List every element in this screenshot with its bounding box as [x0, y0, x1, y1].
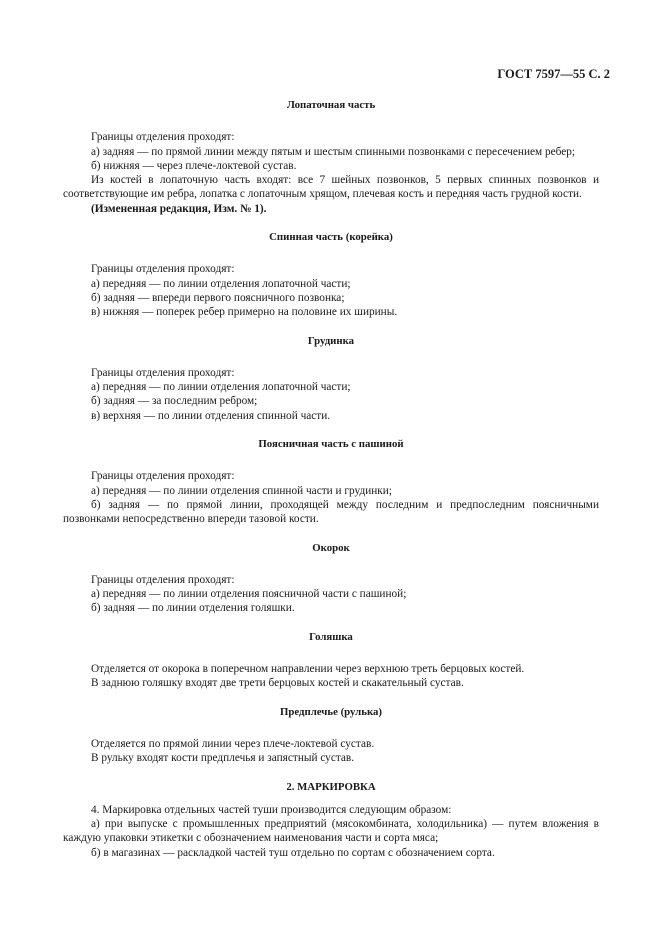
- section-heading: Поясничная часть с пашиной: [258, 438, 404, 451]
- paragraph: Из костей в лопаточную часть входят: все 7 шейных позвонков, 5 первых спинных позвонков и соответствующие им ребра, лопатка с лопаточным хрящом, плечевая кость и передняя часть грудной кости.: [63, 174, 599, 201]
- paragraph: б) задняя — по линии отделения голяшки.: [91, 602, 295, 615]
- section-lopatochnaya: [63, 98, 599, 216]
- paragraph: б) задняя — впереди первого поясничного позвонка;: [91, 291, 345, 304]
- paragraph: б) нижняя — через плече-локтевой сустав.: [91, 159, 297, 172]
- section-heading: Предплечье (рулька): [279, 705, 382, 718]
- section-golyashka: [63, 630, 599, 691]
- section-heading: Лопаточная часть: [286, 99, 376, 111]
- section-spinnaya: [63, 230, 599, 319]
- paragraph: Отделяется от окорока в поперечном направлении через верхнюю треть берцовых костей.: [91, 663, 525, 676]
- page-header: ГОСТ 7597—55 С. 2: [497, 67, 610, 81]
- paragraph: Границы отделения проходят:: [91, 470, 235, 483]
- paragraph: в) нижняя — поперек ребер примерно на половине их ширины.: [91, 306, 398, 319]
- paragraph: а) при выпуске с промышленных предприятий (мясокомбината, холодильника) — путем вложения в каждую упаковки этикетки с обозначением наименования части и сорта мяса;: [63, 818, 599, 845]
- paragraph: а) передняя — по линии отделения спинной части и грудинки;: [91, 484, 392, 497]
- paragraph: б) в магазинах — раскладкой частей туш отдельно по сортам с обозначением сорта.: [91, 846, 495, 859]
- section-markirovka: [63, 780, 599, 860]
- paragraph: а) передняя — по линии отделения поясничной части с пашиной;: [91, 588, 407, 601]
- paragraph: а) передняя — по линии отделения лопаточной части;: [91, 277, 351, 290]
- section-poyasnichnaya: [63, 437, 599, 526]
- paragraph: Отделяется по прямой линии через плече-локтевой сустав.: [91, 737, 375, 750]
- paragraph: б) задняя — по прямой линии, проходящей между последним и предпоследним поясничными позвонками непосредственно впереди тазовой кости.: [63, 498, 599, 526]
- paragraph: 4. Маркировка отдельных частей туши производится следующим образом:: [91, 803, 452, 816]
- section-grudinka: [63, 334, 599, 423]
- paragraph: в) верхняя — по линии отделения спинной части.: [91, 409, 331, 422]
- amendment-note: (Измененная редакция, Изм. № 1).: [91, 202, 267, 215]
- paragraph: В заднюю голяшку входят две трети берцовых костей и скакательный сустав.: [91, 677, 464, 690]
- section-heading: Спинная часть (корейка): [269, 231, 393, 244]
- section-okorok: [63, 541, 599, 616]
- paragraph: Границы отделения проходят:: [91, 366, 235, 379]
- section-heading: Окорок: [312, 541, 350, 554]
- paragraph: Границы отделения проходят:: [91, 131, 235, 144]
- paragraph: Границы отделения проходят:: [91, 573, 235, 586]
- section-heading: Грудинка: [307, 334, 355, 347]
- paragraph: а) передняя — по линии отделения лопаточной части;: [91, 381, 351, 394]
- paragraph: Границы отделения проходят:: [91, 263, 235, 276]
- section-predplechye: [63, 705, 599, 766]
- document-body: [63, 98, 599, 860]
- section-heading: 2. МАРКИРОВКА: [286, 780, 376, 793]
- section-heading: Голяшка: [309, 630, 353, 643]
- paragraph: б) задняя — за последним ребром;: [91, 395, 258, 408]
- paragraph: а) задняя — по прямой линии между пятым и шестым спинными позвонками с пересечением ребер;: [91, 145, 576, 158]
- paragraph: В рульку входят кости предплечья и запястный сустав.: [91, 752, 355, 765]
